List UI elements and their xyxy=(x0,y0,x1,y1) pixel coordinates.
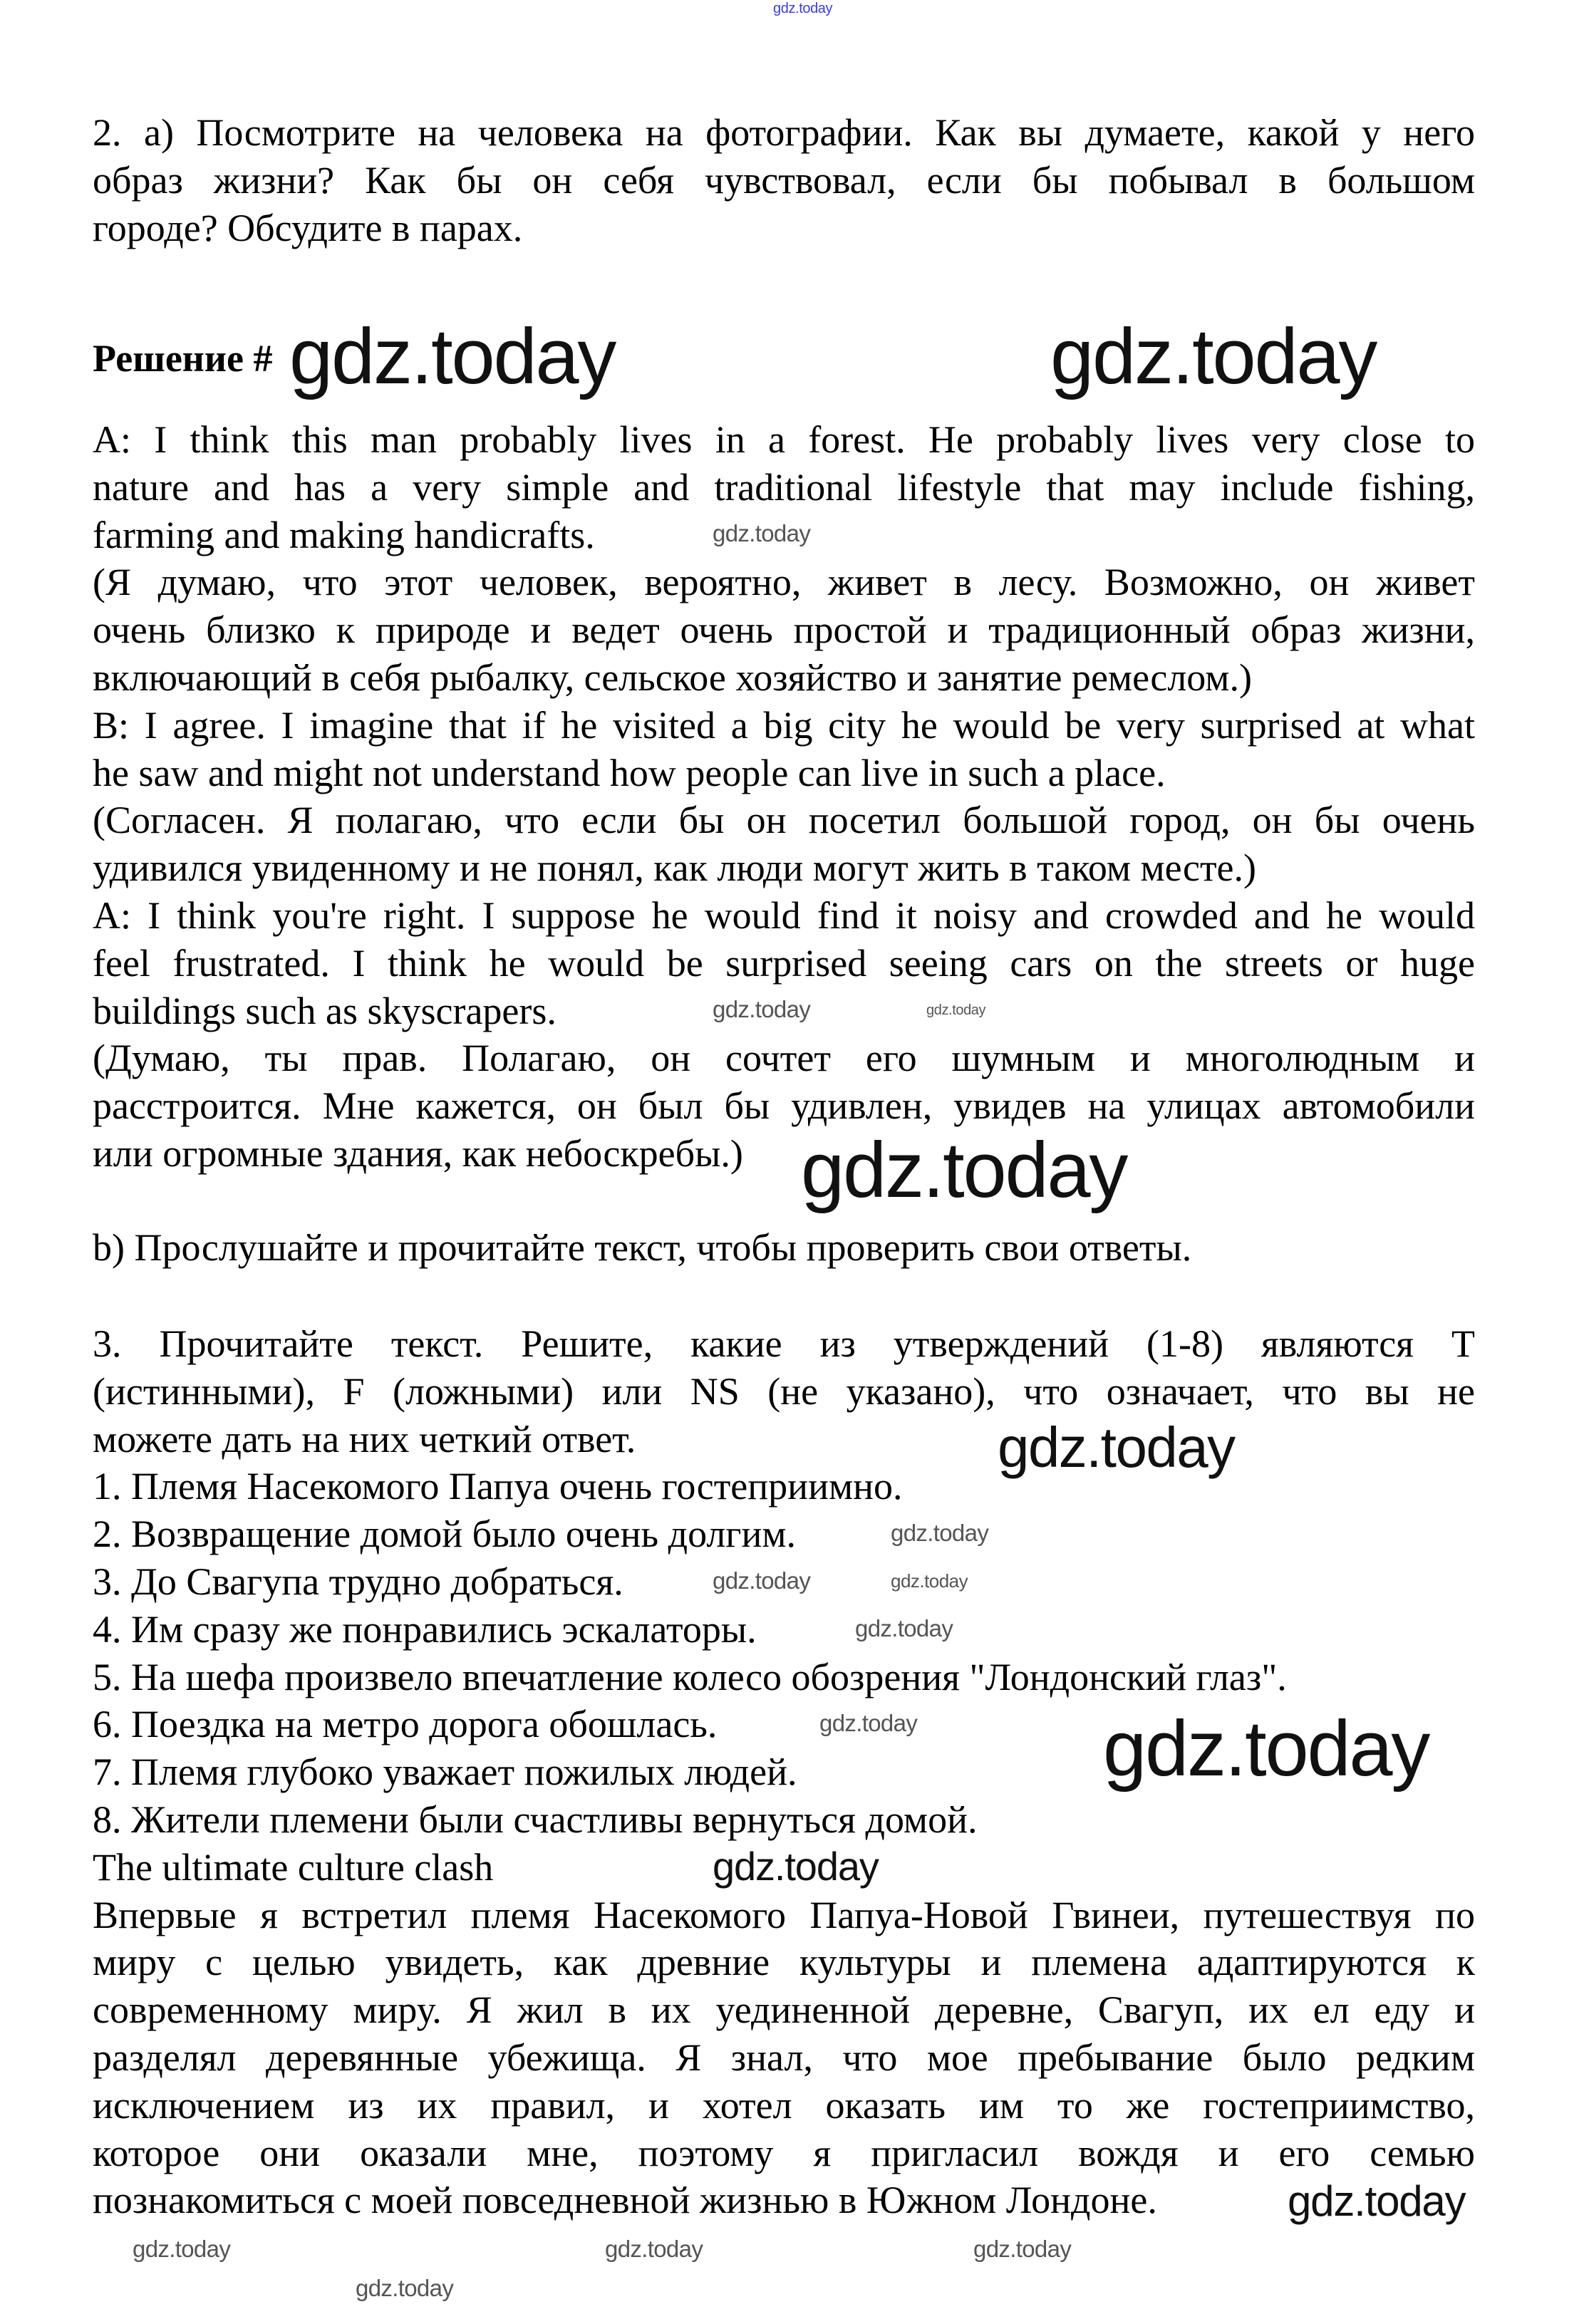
text-line: можете дать на них четкий ответ. xyxy=(93,1417,636,1461)
watermark-small: gdz.today xyxy=(973,2236,1072,2262)
text-line: 3. Прочитайте текст. Решите, какие из утверждений (1-8) являются T xyxy=(93,1322,1475,1365)
text-line: 6. Поездка на метро дорога обошлась. xyxy=(93,1703,718,1746)
watermark-small: gdz.today xyxy=(926,1002,986,1018)
text-line: Впервые я встретил племя Насекомого Папуа-Новой Гвинеи, путешествуя по xyxy=(93,1893,1475,1936)
text-line: удивился увиденному и не понял, как люди могут жить в таком месте.) xyxy=(93,846,1256,890)
watermark-large: gdz.today xyxy=(1103,1705,1429,1793)
text-line: nature and has a very simple and traditional lifestyle that may include fishing, xyxy=(93,465,1475,509)
watermark-small: gdz.today xyxy=(713,520,811,546)
text-line: (Я думаю, что этот человек, вероятно, живет в лесу. Возможно, он живет xyxy=(93,561,1475,604)
text-line: познакомиться с моей повседневной жизнью в Южном Лондоне. xyxy=(93,2179,1157,2222)
text-line: 2. Возвращение домой было очень долгим. xyxy=(93,1513,797,1556)
watermark-large: gdz.today xyxy=(1050,313,1377,400)
text-line: 3. До Свагупа трудно добраться. xyxy=(93,1560,623,1603)
text-line: farming and making handicrafts. xyxy=(93,513,595,556)
watermark-small: gdz.today xyxy=(356,2275,454,2301)
watermark-small: gdz.today xyxy=(713,996,811,1022)
solution-heading: Решение # xyxy=(93,337,273,380)
text-line: которое они оказали мне, поэтому я пригласил вождя и его семью xyxy=(93,2131,1475,2174)
text-line: A: I think this man probably lives in a forest. He probably lives very close to xyxy=(93,418,1475,461)
text-line: включающий в себя рыбалку, сельское хозяйство и занятие ремеслом.) xyxy=(93,655,1252,699)
watermark-small: gdz.today xyxy=(855,1615,953,1641)
text-line: B: I agree. I imagine that if he visited a big city he would be very surprised at what xyxy=(93,703,1475,747)
watermark-medium: gdz.today xyxy=(713,1844,879,1889)
text-line: очень близко к природе и ведет очень простой и традиционный образ жизни, xyxy=(93,608,1475,652)
text-line: The ultimate culture clash xyxy=(93,1845,494,1889)
watermark-small: gdz.today xyxy=(605,2236,703,2262)
task-2b-block xyxy=(93,1224,1475,1272)
text-line: he saw and might not understand how people can live in such a place. xyxy=(93,751,1166,794)
text-line: исключением из их правил, и хотел оказать им то же гостеприимство, xyxy=(93,2083,1475,2127)
text-line: образ жизни? Как бы он себя чувствовал, если бы побывал в большом xyxy=(93,158,1475,202)
watermark-small: gdz.today xyxy=(819,1710,918,1736)
text-line: расстроится. Мне кажется, он был бы удивлен, увидев на улицах автомобили xyxy=(93,1084,1475,1128)
text-line: feel frustrated. I think he would be surprised seeing cars on the streets or huge xyxy=(93,941,1475,985)
watermark-small: gdz.today xyxy=(891,1570,968,1592)
text-line: современному миру. Я жил в их уединенной деревне, Свагуп, их ел еду и xyxy=(93,1988,1475,2032)
watermark-small: gdz.today xyxy=(133,2236,231,2262)
text-line: buildings such as skyscrapers. xyxy=(93,989,557,1032)
text-line: (истинными), F (ложными) или NS (не указано), что означает, что вы не xyxy=(93,1369,1475,1413)
text-line: (Думаю, ты прав. Полагаю, он сочтет его шумным и многолюдным и xyxy=(93,1037,1475,1080)
text-line: 8. Жители племени были счастливы вернуться домой. xyxy=(93,1798,978,1841)
watermark-medium: gdz.today xyxy=(998,1416,1235,1479)
text-line: A: I think you're right. I suppose he would find it noisy and crowded and he would xyxy=(93,893,1475,937)
text-line: 2. а) Посмотрите на человека на фотографии. Как вы думаете, какой у него xyxy=(93,111,1475,154)
text-line: разделял деревянные убежища. Я знал, что мое пребывание было редким xyxy=(93,2035,1475,2079)
text-line: 5. На шефа произвело впечатление колесо обозрения "Лондонский глаз". xyxy=(93,1655,1287,1698)
watermark-medium: gdz.today xyxy=(1288,2177,1466,2225)
watermark-large: gdz.today xyxy=(801,1126,1127,1214)
text-line: (Согласен. Я полагаю, что если бы он посетил большой город, он бы очень xyxy=(93,799,1475,842)
watermark-large: gdz.today xyxy=(289,313,616,400)
text-line: 7. Племя глубоко уважает пожилых людей. xyxy=(93,1750,797,1794)
text-line: городе? Обсудите в парах. xyxy=(93,206,523,249)
watermark-small: gdz.today xyxy=(891,1520,989,1546)
task-2b: b) Прослушайте и прочитайте текст, чтобы проверить свои ответы. xyxy=(93,1226,1192,1269)
watermark-small: gdz.today xyxy=(713,1567,811,1594)
text-line: или огромные здания, как небоскребы.) xyxy=(93,1131,743,1175)
watermark-top: gdz.today xyxy=(773,1,833,16)
task-2a xyxy=(93,109,1475,251)
text-line: 4. Им сразу же понравились эскалаторы. xyxy=(93,1607,757,1651)
text-line: 1. Племя Насекомого Папуа очень гостеприимно. xyxy=(93,1465,903,1508)
text-line: миру с целью увидеть, как древние культуры и племена адаптируются к xyxy=(93,1941,1475,1984)
